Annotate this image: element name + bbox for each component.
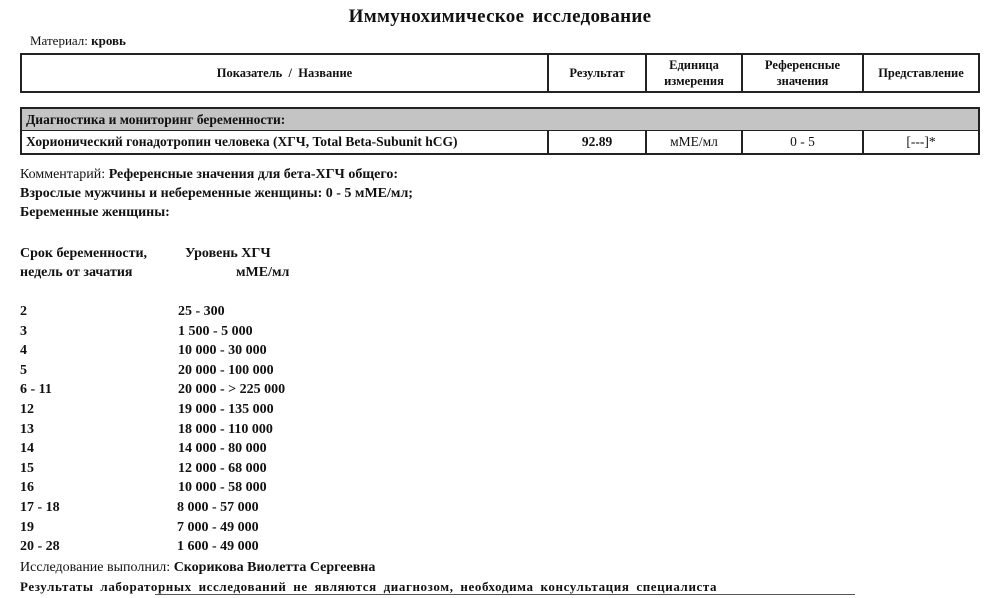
pregnancy-weeks: 12 bbox=[20, 402, 34, 417]
result-value: 92.89 bbox=[549, 131, 647, 153]
pregnancy-weeks: 14 bbox=[20, 441, 34, 457]
pregnancy-hcg-level: 25 - 300 bbox=[178, 304, 225, 319]
performed-by-label: Исследование выполнил: bbox=[20, 560, 171, 575]
pregnancy-hcg-level: 12 000 - 68 000 bbox=[178, 460, 267, 476]
pregnancy-hcg-level: 7 000 - 49 000 bbox=[177, 519, 259, 535]
pregnancy-hcg-level: 10 000 - 58 000 bbox=[178, 480, 267, 496]
pregnancy-hcg-level: 20 000 - > 225 000 bbox=[178, 382, 286, 398]
col1-header-line1: Срок беременности, bbox=[20, 246, 148, 261]
pregnancy-weeks: 13 bbox=[20, 421, 34, 437]
header-unit: Единица измерения bbox=[647, 55, 743, 91]
pregnancy-weeks: 17 - 18 bbox=[20, 500, 60, 515]
pregnancy-weeks: 20 - 28 bbox=[20, 539, 60, 555]
header-reference: Референсные значения bbox=[743, 55, 864, 91]
results-table-header bbox=[20, 53, 980, 93]
material-label: Материал: bbox=[30, 33, 88, 48]
material-value: кровь bbox=[91, 33, 126, 48]
representation-value: [---]* bbox=[906, 134, 936, 149]
performed-by-line bbox=[20, 560, 375, 576]
page-title: Иммунохимическое исследование bbox=[348, 6, 652, 27]
table-row bbox=[20, 131, 980, 155]
unit-value: мМЕ/мл bbox=[647, 131, 743, 153]
performed-by-name: Скорикова Виолетта Сергеевна bbox=[173, 560, 376, 575]
footer-disclaimer: Результаты лабораторных исследований не являются диагнозом, необходима консультация специалиста bbox=[20, 579, 718, 594]
pregnancy-weeks: 19 bbox=[20, 519, 34, 535]
header-representation: Представление bbox=[878, 66, 964, 80]
header-result: Результат bbox=[549, 55, 647, 91]
pregnancy-hcg-level: 18 000 - 110 000 bbox=[178, 421, 273, 437]
pregnancy-weeks: 15 bbox=[20, 460, 34, 476]
pregnancy-hcg-level: 14 000 - 80 000 bbox=[178, 441, 267, 457]
pregnancy-weeks: 16 bbox=[20, 480, 34, 496]
pregnancy-weeks: 4 bbox=[20, 343, 27, 359]
comment-heading: Референсные значения для бета-ХГЧ общего: bbox=[108, 167, 399, 182]
comment-line-2: Беременные женщины: bbox=[20, 205, 170, 220]
pregnancy-hcg-level: 10 000 - 30 000 bbox=[178, 343, 267, 359]
pregnancy-weeks: 6 - 11 bbox=[20, 382, 52, 398]
pregnancy-hcg-level: 8 000 - 57 000 bbox=[177, 500, 259, 515]
footer-underline bbox=[155, 594, 855, 595]
pregnancy-weeks: 2 bbox=[20, 304, 27, 319]
comment-label: Комментарий: bbox=[20, 167, 106, 182]
comment-line bbox=[20, 167, 398, 183]
indicator-name: Хорионический гонадотропин человека (ХГЧ, Total Beta-Subunit hCG) bbox=[22, 131, 549, 153]
section-title: Диагностика и мониторинг беременности: bbox=[26, 112, 286, 127]
pregnancy-weeks: 5 bbox=[20, 362, 27, 378]
comment-line-1: Взрослые мужчины и небеременные женщины: 0 - 5 мМЕ/мл; bbox=[20, 186, 413, 201]
pregnancy-hcg-level: 19 000 - 135 000 bbox=[178, 402, 274, 417]
col2-header-line1: Уровень ХГЧ bbox=[185, 246, 271, 261]
col1-header-line2: недель от зачатия bbox=[20, 265, 133, 280]
pregnancy-weeks: 3 bbox=[20, 323, 27, 339]
header-indicator-name: Показатель / Название bbox=[22, 55, 549, 91]
section-row bbox=[20, 107, 980, 131]
col2-header-line2: мМЕ/мл bbox=[236, 265, 290, 280]
pregnancy-hcg-level: 20 000 - 100 000 bbox=[178, 362, 274, 378]
pregnancy-hcg-level: 1 500 - 5 000 bbox=[178, 323, 253, 339]
material-line bbox=[30, 33, 126, 49]
reference-value: 0 - 5 bbox=[743, 131, 864, 153]
pregnancy-hcg-level: 1 600 - 49 000 bbox=[177, 539, 259, 555]
